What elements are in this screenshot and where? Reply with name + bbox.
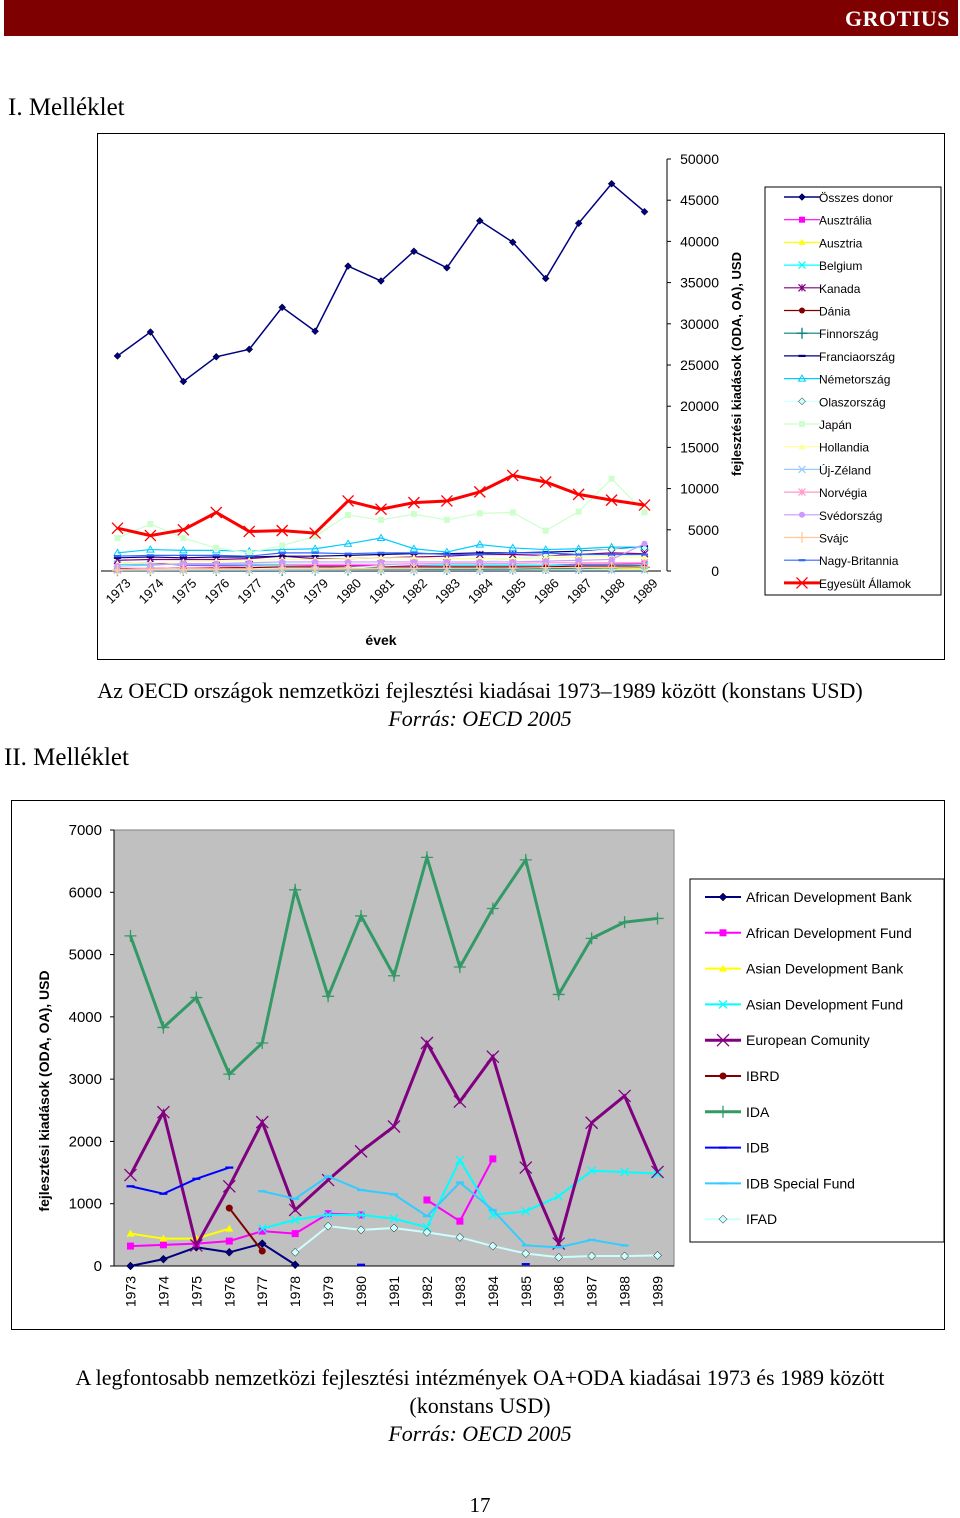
x-tick-label: 1987 [563,575,595,607]
legend-label: Asian Development Bank [746,960,904,977]
data-point [609,556,615,562]
series-17 [112,470,650,541]
y-tick-label: 0 [93,1258,102,1275]
y-tick-label: 15000 [680,439,719,456]
legend-label: Egyesült Államok [819,576,912,591]
plot-area [114,830,674,1266]
x-tick-label: 1978 [287,1276,304,1308]
data-point [279,542,285,548]
y-tick-label: 40000 [680,233,719,250]
data-point [444,517,450,523]
legend-label: Hollandia [819,440,870,455]
data-point [474,563,485,574]
x-tick-label: 1976 [201,575,233,607]
y-axis-title: fejlesztési kiadások (ODA, OA), USD [729,252,744,476]
page-number: 17 [469,1493,491,1517]
y-tick-label: 4000 [68,1008,102,1026]
annex2-source: Forrás: OECD 2005 [388,1421,572,1446]
x-tick-label: 1975 [168,575,200,607]
y-tick-label: 50000 [680,151,719,167]
y-tick-label: 25000 [680,357,719,373]
data-point [378,517,384,523]
y-tick-label: 0 [711,563,719,579]
series-0 [114,180,648,385]
legend-marker [720,929,727,936]
data-point [114,535,120,541]
legend-label: IDA [746,1103,770,1120]
legend-label: Franciaország [819,349,896,364]
data-point [423,1196,430,1203]
data-point [489,1155,496,1162]
data-point [642,509,648,515]
chart2-frame [11,800,945,1330]
legend-label: Svájc [819,531,849,546]
x-tick-label: 1974 [135,575,167,607]
legend-label: Olaszország [819,395,886,410]
x-tick-label: 1987 [583,1276,600,1308]
y-tick-label: 3000 [68,1071,102,1089]
data-point [211,507,222,518]
header-bar [4,0,958,36]
x-tick-label: 1977 [234,575,266,607]
chart1-frame [97,133,945,660]
data-point [642,541,648,547]
data-point [345,512,351,518]
data-point [213,545,219,551]
legend-label: IFAD [746,1211,778,1228]
y-tick-label: 35000 [680,274,719,291]
legend-label: Összes donor [819,191,894,205]
legend-label: European Comunity [746,1032,870,1049]
x-tick-label: 1988 [596,575,628,607]
data-point [477,510,483,516]
chart2-svg [12,801,944,1329]
y-tick-label: 6000 [68,884,102,902]
x-tick-label: 1986 [530,575,562,607]
x-tick-label: 1982 [399,575,431,607]
legend-label: Japán [819,418,852,432]
data-point [160,1241,167,1248]
data-point [246,550,252,556]
data-point [259,1248,266,1255]
x-tick-label: 1984 [484,1276,501,1308]
x-tick-label: 1983 [431,575,464,607]
y-tick-label: 10000 [680,480,719,497]
x-tick-label: 1980 [333,575,365,607]
x-tick-label: 1977 [254,1276,271,1308]
x-tick-label: 1982 [418,1276,435,1308]
x-tick-label: 1973 [102,575,134,607]
data-point [540,562,551,573]
x-tick-label: 1989 [649,1276,666,1308]
x-tick-label: 1979 [300,575,332,607]
legend-label: Ausztrália [819,213,872,228]
legend-label: Új-Zéland [819,463,872,478]
legend-label: Norvégia [819,486,868,501]
brand-title: GROTIUS [845,6,950,31]
x-tick-label: 1981 [366,575,398,607]
x-tick-label: 1988 [616,1276,633,1308]
legend-marker [799,421,805,427]
x-tick-label: 1986 [550,1276,567,1308]
data-point [543,528,549,534]
legend-label: Dánia [819,304,851,319]
data-point [507,563,518,574]
data-point [345,263,352,270]
data-point [411,511,417,517]
series-line [117,475,644,535]
legend-label: Ausztria [819,236,863,251]
y-tick-label: 5000 [68,946,102,964]
x-tick-label: 1980 [353,1276,370,1308]
y-tick-label: 2000 [68,1133,102,1151]
x-tick-label: 1984 [464,575,496,607]
y-tick-label: 1000 [68,1195,102,1213]
legend-label: African Development Bank [746,889,912,905]
data-point [178,564,189,575]
y-tick-label: 7000 [68,822,102,839]
annex1-title: I. Melléklet [8,94,125,121]
legend-label: Finnország [819,327,879,342]
data-point [226,1238,233,1245]
data-point [127,1243,134,1250]
annex2-caption-line1: A legfontosabb nemzetközi fejlesztési intézmények OA+ODA kiadásai 1973 és 1989 között [75,1365,885,1390]
legend-label: Németország [819,372,891,387]
x-tick-label: 1981 [386,1276,402,1308]
data-point [456,1218,463,1225]
x-tick-label: 1974 [155,1276,172,1308]
x-tick-label: 1985 [497,575,529,607]
y-tick-label: 45000 [680,192,719,209]
y-tick-label: 5000 [687,521,719,538]
legend-label: IBRD [746,1068,780,1084]
data-point [609,476,615,482]
x-tick-label: 1975 [188,1276,205,1308]
x-tick-label: 1973 [122,1276,139,1308]
legend-label: Belgium [819,259,863,274]
data-point [510,509,516,515]
data-point [147,521,153,527]
annex1-caption [0,677,960,733]
data-point [576,509,582,515]
y-tick-label: 30000 [680,315,719,332]
legend-marker [720,1073,727,1080]
legend-marker [799,308,805,314]
legend-label: Asian Development Fund [746,996,904,1013]
chart1-svg [98,134,944,659]
legend-label: African Development Fund [746,924,912,941]
legend-marker [799,217,805,223]
annex2-caption-line2: (konstans USD) [409,1393,551,1418]
annex1-source: Forrás: OECD 2005 [388,706,572,731]
legend-label: Nagy-Britannia [819,554,899,569]
annex1-caption-text: Az OECD országok nemzetközi fejlesztési kiadásai 1973–1989 között (konstans USD) [97,678,863,703]
legend-label: IDB [746,1139,770,1156]
data-point [226,1205,233,1212]
annex2-title: II. Melléklet [4,744,129,771]
x-tick-label: 1979 [320,1276,337,1308]
legend-marker [799,512,805,518]
x-tick-label: 1978 [267,575,299,607]
y-tick-label: 20000 [680,398,719,415]
series-10 [114,476,647,556]
x-axis-title: évek [365,632,397,648]
x-tick-label: 1983 [451,1276,468,1308]
legend-label: Kanada [819,281,861,296]
legend-label: IDB Special Fund [746,1175,855,1192]
data-point [180,535,186,541]
y-axis-title: fejlesztési kiadások (ODA, OA), USD [36,970,52,1212]
x-tick-label: 1989 [629,575,661,607]
x-tick-label: 1976 [221,1276,238,1308]
x-tick-label: 1985 [517,1276,534,1308]
data-point [292,1230,299,1237]
annex2-caption [0,1364,960,1448]
legend-label: Svédország [819,508,883,523]
